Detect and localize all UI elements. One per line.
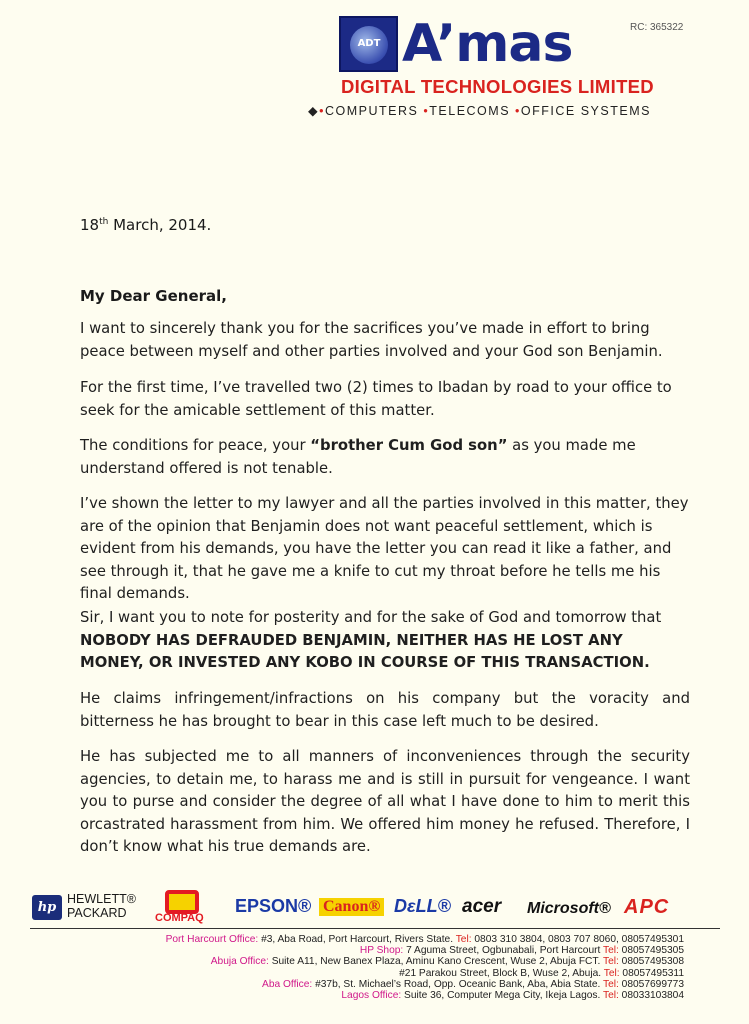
logo-text: ADT [357, 38, 381, 49]
office-addresses [84, 934, 684, 1001]
acer-logo: acer [462, 896, 502, 917]
canon-logo: Canon® [319, 898, 384, 916]
company-logo [339, 16, 398, 72]
paragraph-7: He has subjected me to all manners of inconveniences through the security agencies, to detain me, to harass me and is still in pursuit for vengeance. I want you to purse and consider the degree of all what I have done to him to merit this orcastrated harassment from him. We offered him money he refused. Therefore, I don’t know what his true demands are. [80, 748, 690, 855]
microsoft-logo: Microsoft® [527, 900, 611, 917]
office-row: HP Shop: 7 Aguma Street, Ogbunabali, Port Harcourt Tel: 08057495305 [359, 945, 684, 957]
paragraph-4: I’ve shown the letter to my lawyer and all the parties involved in this matter, they are of the opinion that Benjamin does not want peaceful settlement, which is evident from his demands, you have the letter you can read it like a father, and see through it, that he gave me a knife to cut my throat before he tells me his final demands. [80, 495, 689, 602]
compaq-q-icon [165, 890, 199, 914]
paragraph-1: I want to sincerely thank you for the sacrifices you’ve made in effort to bring peace between myself and other parties involved and your God son Benjamin. [80, 320, 663, 360]
partner-logos: hp HEWLETT® PACKARD COMPAQ EPSON® Canon® DεLL® acer Microsoft® APC [30, 890, 720, 928]
epson-logo: EPSON® [235, 896, 312, 916]
dell-logo: DεLL® [394, 896, 451, 916]
office-row: Aba Office: #37b, St. Michael’s Road, Opp. Oceanic Bank, Aba, Abia State. Tel: 08057699773 [262, 978, 684, 990]
office-row: Lagos Office: Suite 36, Computer Mega City, Ikeja Lagos. Tel: 08033103804 [341, 990, 684, 1002]
brand-name: A’mas [402, 14, 573, 74]
office-row: Port Harcourt Office: #3, Aba Road, Port Harcourt, Rivers State. Tel: 0803 310 3804, 0803 707 8060, 08057495301 [165, 934, 684, 945]
paragraph-2: For the first time, I’ve travelled two (2) times to Ibadan by road to your office to seek for the amicable settlement of this matter. [80, 379, 672, 419]
tagline-bullet-icon: ◆ [308, 104, 320, 118]
footer-divider [30, 928, 720, 929]
tagline-item: TELECOMS [429, 104, 511, 118]
registration-number: RC: 365322 [630, 22, 684, 33]
paragraph-3: The conditions for peace, your “brother Cum God son” as you made me understand offered is not tenable. [80, 437, 636, 477]
apc-logo: APC [624, 896, 670, 918]
hp-logo-text: HEWLETT® PACKARD [67, 892, 136, 920]
company-name: DIGITAL TECHNOLOGIES LIMITED [341, 76, 654, 97]
paragraph-6: He claims infringement/infractions on his company but the voracity and bitterness he has brought to bear in this case left much to be desired. [80, 690, 690, 730]
company-tagline: ◆•COMPUTERS •TELECOMS •OFFICE SYSTEMS [308, 104, 651, 118]
office-row: #21 Parakou Street, Block B, Wuse 2, Abuja. Tel: 08057495311 [399, 967, 684, 979]
tagline-item: COMPUTERS [325, 104, 419, 118]
paragraph-5: Sir, I want you to note for posterity and for the sake of God and tomorrow that NOBODY HAS DEFRAUDED BENJAMIN, NEITHER HAS HE LOST ANY MONEY, OR INVESTED ANY KOBO IN COURSE OF THIS TRANSACTION. [80, 609, 662, 671]
letter-date: 18th March, 2014. [80, 216, 212, 234]
tagline-item: OFFICE SYSTEMS [520, 104, 651, 118]
office-row: Abuja Office: Suite A11, New Banex Plaza, Aminu Kano Crescent, Wuse 2, Abuja FCT. Tel: 08057495308 [210, 956, 684, 968]
salutation: My Dear General, [80, 287, 227, 305]
hp-logo-icon: hp [32, 895, 62, 920]
